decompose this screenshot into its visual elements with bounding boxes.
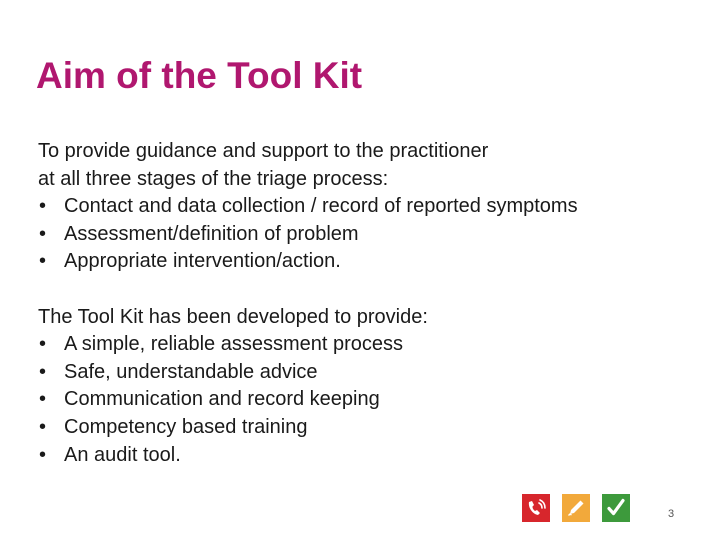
bullet-marker: • bbox=[39, 360, 47, 383]
list-item-text: Safe, understandable advice bbox=[64, 360, 318, 383]
list-item-text: An audit tool. bbox=[64, 443, 181, 466]
stages-list bbox=[38, 193, 698, 276]
footer-icons bbox=[522, 494, 630, 522]
paragraph-gap bbox=[38, 276, 698, 304]
bullet-marker: • bbox=[39, 333, 47, 356]
list-item bbox=[38, 331, 698, 359]
intro-line: at all three stages of the triage process: bbox=[38, 167, 389, 190]
page-number: 3 bbox=[668, 508, 675, 520]
list-item-text: Appropriate intervention/action. bbox=[64, 250, 341, 273]
list-item bbox=[38, 193, 698, 221]
bullet-marker: • bbox=[39, 250, 47, 273]
list-item-text: Assessment/definition of problem bbox=[64, 222, 359, 245]
bullet-marker: • bbox=[39, 195, 47, 218]
toolkit-list bbox=[38, 331, 698, 469]
intro-line: To provide guidance and support to the practitioner bbox=[38, 140, 489, 162]
list-item bbox=[38, 386, 698, 414]
pencil-icon bbox=[562, 494, 590, 522]
list-item bbox=[38, 442, 698, 470]
list-item bbox=[38, 248, 698, 276]
slide-title: Aim of the Tool Kit bbox=[36, 55, 363, 96]
list-item-text: Communication and record keeping bbox=[64, 388, 380, 411]
list-item-text: Contact and data collection / record of reported symptoms bbox=[64, 195, 578, 218]
slide-body bbox=[38, 138, 698, 469]
bullet-marker: • bbox=[39, 443, 47, 466]
bullet-marker: • bbox=[39, 388, 47, 411]
list-item-text: A simple, reliable assessment process bbox=[64, 333, 404, 356]
list-item bbox=[38, 221, 698, 249]
bullet-marker: • bbox=[39, 222, 47, 245]
list-item-text: Competency based training bbox=[64, 415, 308, 438]
toolkit-intro: The Tool Kit has been developed to provide: bbox=[38, 305, 428, 328]
list-item bbox=[38, 414, 698, 442]
checkmark-icon bbox=[602, 494, 630, 522]
bullet-marker: • bbox=[39, 415, 47, 438]
list-item bbox=[38, 359, 698, 387]
phone-handset-icon bbox=[522, 494, 550, 522]
